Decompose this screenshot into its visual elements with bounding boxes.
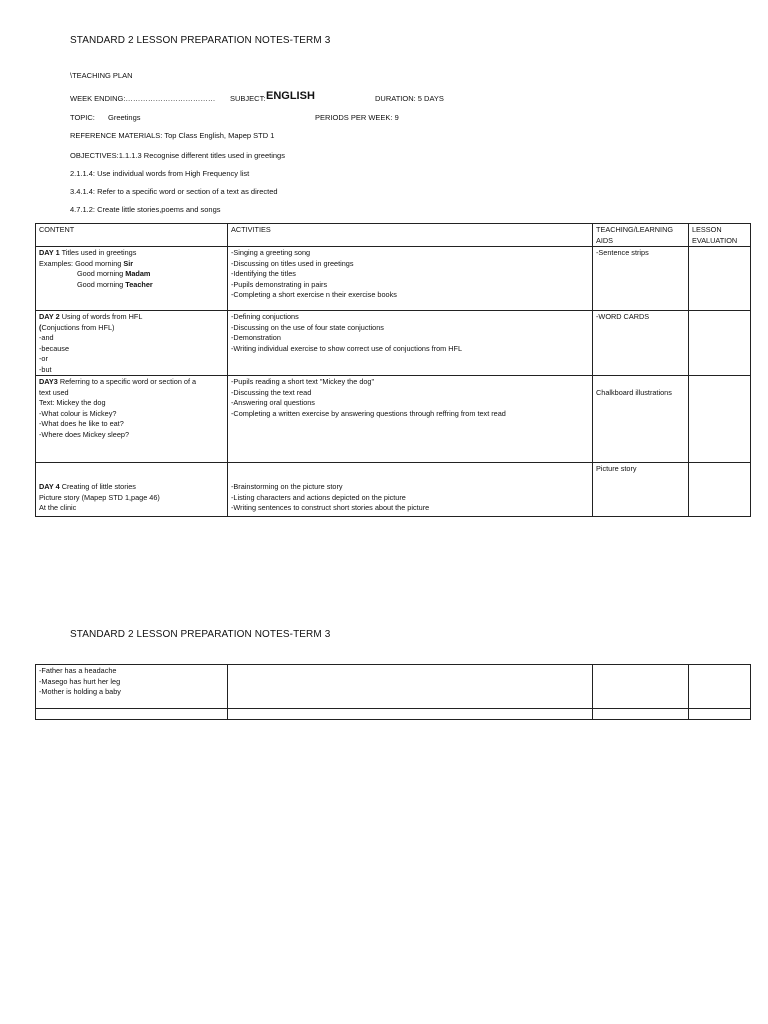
periods-per-week: PERIODS PER WEEK: 9 xyxy=(315,113,399,122)
page-title: STANDARD 2 LESSON PREPARATION NOTES-TERM 3 xyxy=(70,35,331,46)
day4-aids: Picture story xyxy=(593,463,689,517)
objective-3: 3.4.1.4: Refer to a specific word or section of a text as directed xyxy=(70,187,278,196)
week-ending: WEEK ENDING:……………………………… xyxy=(70,94,216,103)
day1-activities: -Singing a greeting song -Discussing on titles used in greetings -Identifying the titles -Pupils demonstrating in pairs -Completing a short exercise n their exercise books xyxy=(228,247,593,311)
table-row xyxy=(36,247,751,311)
objective-2: 2.1.1.4: Use individual words from High Frequency list xyxy=(70,169,250,178)
topic-value: Greetings xyxy=(108,113,141,122)
day1-evaluation xyxy=(689,247,751,311)
subject-label: SUBJECT: xyxy=(230,94,266,103)
continuation-aids xyxy=(593,665,689,709)
page2-title: STANDARD 2 LESSON PREPARATION NOTES-TERM 3 xyxy=(70,629,331,640)
header-activities: ACTIVITIES xyxy=(228,224,593,247)
table-row xyxy=(36,665,751,709)
day3-content: DAY3 Referring to a specific word or section of a text used Text: Mickey the dog -What colour is Mickey? -What does he like to eat? -Where does Mickey sleep? xyxy=(36,376,228,463)
topic-label: TOPIC: xyxy=(70,113,95,122)
day2-activities: -Defining conjuctions -Discussing on the use of four state conjuctions -Demonstration -Writing individual exercise to show correct use of conjuctions from HFL xyxy=(228,311,593,376)
reference-materials: REFERENCE MATERIALS: Top Class English, Mapep STD 1 xyxy=(70,131,275,140)
day4-content: DAY 4 Creating of little stories Picture story (Mapep STD 1,page 46) At the clinic xyxy=(36,463,228,517)
empty-cell xyxy=(36,709,228,720)
day3-activities: -Pupils reading a short text "Mickey the dog" -Discussing the text read -Answering oral questions -Completing a written exercise by answering questions through reffring from text read xyxy=(228,376,593,463)
objective-4: 4.7.1.2: Create little stories,poems and songs xyxy=(70,205,221,214)
header-content: CONTENT xyxy=(36,224,228,247)
day3-aids: Chalkboard illustrations xyxy=(593,376,689,463)
subject-value: ENGLISH xyxy=(266,90,315,102)
header-aids: TEACHING/LEARNING AIDS xyxy=(593,224,689,247)
day3-evaluation xyxy=(689,376,751,463)
header-evaluation: LESSON EVALUATION xyxy=(689,224,751,247)
day4-activities: -Brainstorming on the picture story -Listing characters and actions depicted on the picture -Writing sentences to construct short stories about the picture xyxy=(228,463,593,517)
objective-1: OBJECTIVES:1.1.1.3 Recognise different titles used in greetings xyxy=(70,151,285,160)
day2-content: DAY 2 Using of words from HFL (Conjuctions from HFL) -and -because -or -but xyxy=(36,311,228,376)
day2-evaluation xyxy=(689,311,751,376)
day4-evaluation xyxy=(689,463,751,517)
teaching-plan-label: \TEACHING PLAN xyxy=(70,71,133,80)
day2-aids: -WORD CARDS xyxy=(593,311,689,376)
duration: DURATION: 5 DAYS xyxy=(375,94,444,103)
empty-cell xyxy=(689,709,751,720)
table-row xyxy=(36,463,751,517)
table-header-row xyxy=(36,224,751,247)
continuation-content: -Father has a headache -Masego has hurt her leg -Mother is holding a baby xyxy=(36,665,228,709)
continuation-evaluation xyxy=(689,665,751,709)
day1-aids: -Sentence strips xyxy=(593,247,689,311)
continuation-activities xyxy=(228,665,593,709)
continuation-table xyxy=(35,664,751,720)
day1-content: DAY 1 Titles used in greetings Examples: Good morning Sir Good morning Madam Good morning Teacher xyxy=(36,247,228,311)
empty-cell xyxy=(228,709,593,720)
empty-cell xyxy=(593,709,689,720)
lesson-plan-table xyxy=(35,223,751,517)
table-row xyxy=(36,311,751,376)
table-row xyxy=(36,709,751,720)
table-row xyxy=(36,376,751,463)
